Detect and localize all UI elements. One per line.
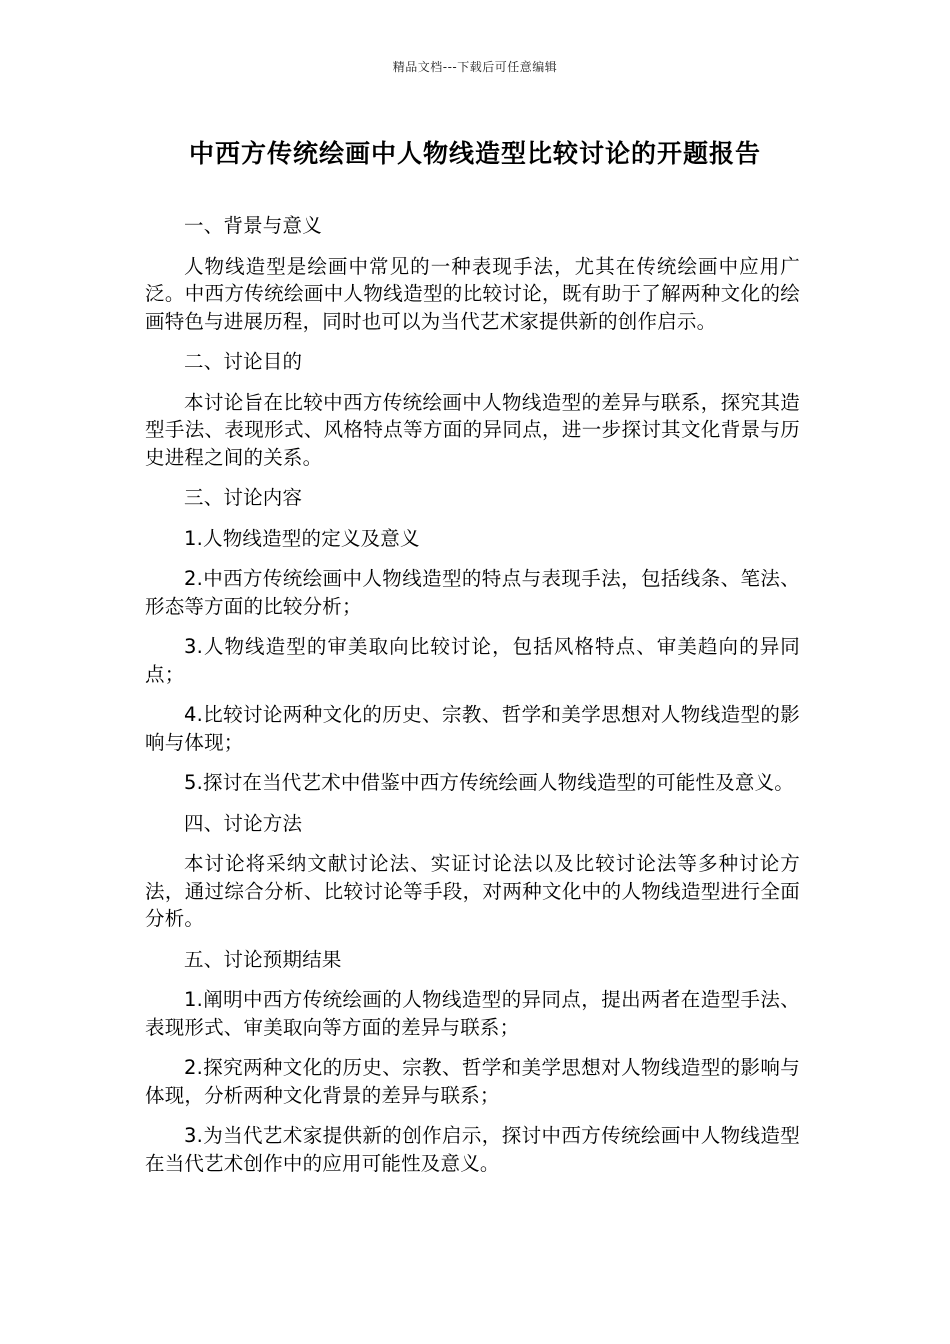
page-header: 精品文档---下载后可任意编辑 xyxy=(392,60,558,74)
paragraph-background: 人物线造型是绘画中常见的一种表现手法，尤其在传统绘画中应用广泛。中西方传统绘画中人物线造型的比较讨论，既有助于了解两种文化的绘画特色与进展历程，同时也可以为当代艺术家提供新的创作启示。 xyxy=(145,254,800,333)
list-item-content-5: 5.探讨在当代艺术中借鉴中西方传统绘画人物线造型的可能性及意义。 xyxy=(184,771,795,794)
paragraph-purpose: 本讨论旨在比较中西方传统绘画中人物线造型的差异与联系，探究其造型手法、表现形式、风格特点等方面的异同点，进一步探讨其文化背景与历史进程之间的关系。 xyxy=(145,390,800,469)
section-heading-purpose: 二、讨论目的 xyxy=(184,350,303,373)
list-item-results-2: 2.探究两种文化的历史、宗教、哲学和美学思想对人物线造型的影响与体现，分析两种文化背景的差异与联系； xyxy=(145,1056,800,1107)
list-item-content-1: 1.人物线造型的定义及意义 xyxy=(184,526,420,550)
section-heading-method: 四、讨论方法 xyxy=(184,811,303,835)
document-body xyxy=(145,212,800,1190)
list-item-results-1: 1.阐明中西方传统绘画的人物线造型的异同点，提出两者在造型手法、表现形式、审美取向等方面的差异与联系； xyxy=(145,988,800,1039)
list-item-results-3: 3.为当代艺术家提供新的创作启示，探讨中西方传统绘画中人物线造型在当代艺术创作中的应用可能性及意义。 xyxy=(145,1124,800,1175)
section-heading-content: 三、讨论内容 xyxy=(184,486,303,509)
list-item-content-4: 4.比较讨论两种文化的历史、宗教、哲学和美学思想对人物线造型的影响与体现； xyxy=(145,703,800,754)
list-item-content-2: 2.中西方传统绘画中人物线造型的特点与表现手法，包括线条、笔法、形态等方面的比较分析； xyxy=(145,567,800,618)
list-item-content-3: 3.人物线造型的审美取向比较讨论，包括风格特点、审美趋向的异同点； xyxy=(145,635,800,686)
document-title: 中西方传统绘画中人物线造型比较讨论的开题报告 xyxy=(188,139,761,168)
section-heading-results: 五、讨论预期结果 xyxy=(184,947,342,971)
paragraph-method: 本讨论将采纳文献讨论法、实证讨论法以及比较讨论法等多种讨论方法，通过综合分析、比较讨论等手段，对两种文化中的人物线造型进行全面分析。 xyxy=(145,852,800,930)
section-heading-background: 一、背景与意义 xyxy=(184,214,322,237)
